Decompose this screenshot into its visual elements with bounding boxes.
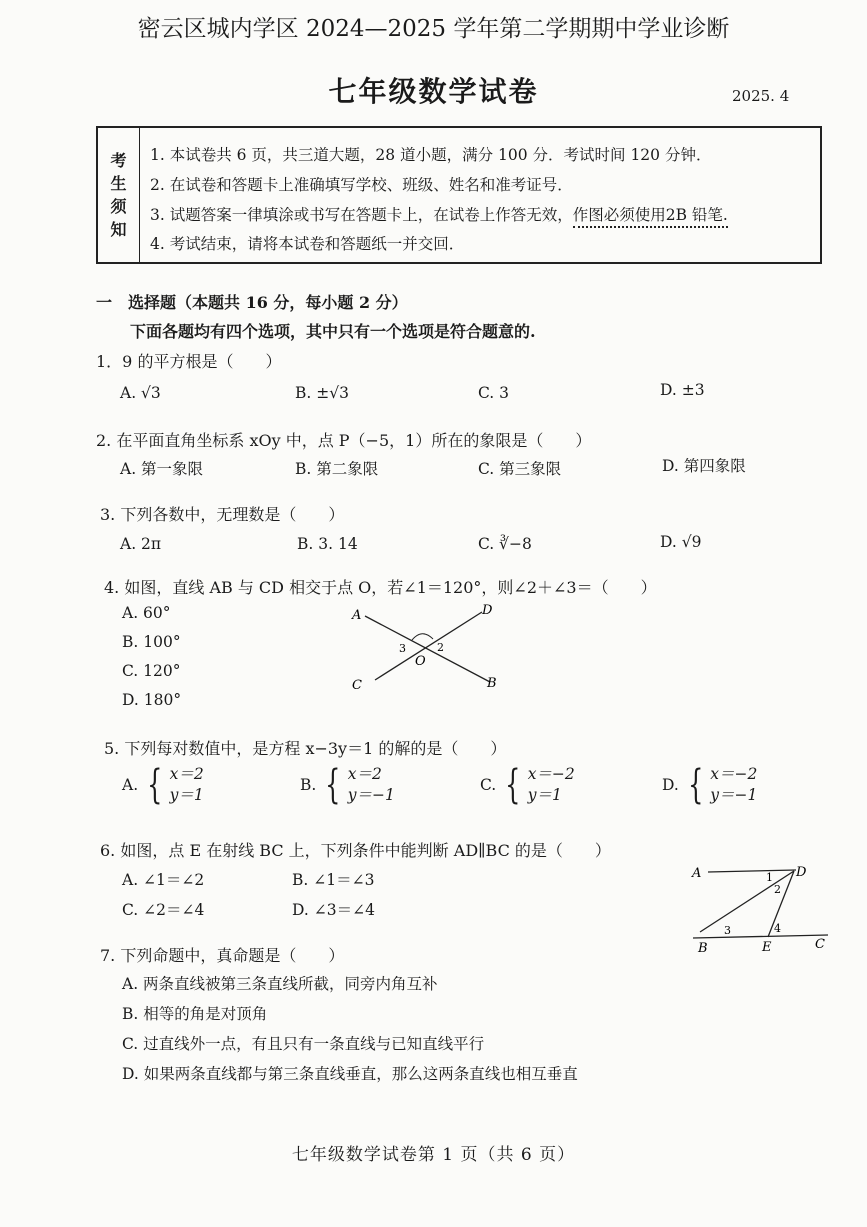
equation-line: x＝−2 xyxy=(710,765,758,783)
paper-title: 七年级数学试卷 xyxy=(328,75,539,108)
option-letter: A. xyxy=(122,776,139,794)
question-3-option-d: D. √9 xyxy=(660,533,702,551)
question-2-stem: 2. 在平面直角坐标系 xOy 中，点 P（−5，1）所在的象限是（ ） xyxy=(96,431,592,450)
notice-item-2: 2. 在试卷和答题卡上准确填写学校、班级、姓名和准考证号． xyxy=(150,176,573,194)
line-ab xyxy=(365,616,490,682)
question-6-option-c: C. ∠2＝∠4 xyxy=(122,901,205,919)
notice-item-3-emphasis: 作图必须使用2B 铅笔. xyxy=(573,206,728,228)
point-label-d: D xyxy=(482,603,493,618)
brace-icon: { xyxy=(687,762,704,808)
point-label-a: A xyxy=(692,866,702,881)
equation-line: y＝1 xyxy=(169,786,204,804)
angle-label-3: 3 xyxy=(399,642,406,655)
angle-label-2: 2 xyxy=(437,641,444,654)
exam-date: 2025. 4 xyxy=(732,87,790,105)
question-2-option-a: A. 第一象限 xyxy=(120,460,204,478)
question-4-option-a: A. 60° xyxy=(122,604,171,622)
question-5-option-a xyxy=(122,764,204,806)
question-2-option-b: B. 第二象限 xyxy=(295,460,379,478)
notice-label-char: 须 xyxy=(110,197,127,216)
question-5-option-b xyxy=(300,764,395,806)
question-5-option-d xyxy=(662,764,757,806)
equation-line: x＝2 xyxy=(347,765,382,783)
section-instruction: 下面各题均有四个选项，其中只有一个选项是符合题意的. xyxy=(130,322,536,341)
point-label-b: B xyxy=(698,941,708,956)
question-6-option-d: D. ∠3＝∠4 xyxy=(292,901,375,919)
angle-arc-1 xyxy=(412,634,433,640)
equation-line: x＝−2 xyxy=(527,765,575,783)
question-4-option-d: D. 180° xyxy=(122,691,182,709)
point-label-a: A xyxy=(352,608,362,623)
page-footer: 七年级数学试卷第 1 页（共 6 页） xyxy=(291,1145,576,1165)
brace-icon: { xyxy=(147,762,163,808)
notice-label xyxy=(98,128,140,262)
question-6-stem: 6. 如图，点 E 在射线 BC 上，下列条件中能判断 AD∥BC 的是（ ） xyxy=(100,841,611,860)
question-6-option-b: B. ∠1＝∠3 xyxy=(292,871,375,889)
notice-item-4: 4. 考试结束，请将本试卷和答题纸一并交回． xyxy=(150,235,465,253)
question-6-option-a: A. ∠1＝∠2 xyxy=(122,871,205,889)
brace-icon: { xyxy=(325,762,341,808)
question-1-option-b: B. ±√3 xyxy=(295,384,349,402)
point-label-e: E xyxy=(762,940,772,955)
question-1-option-a: A. √3 xyxy=(120,384,161,402)
equation-line: y＝1 xyxy=(527,786,562,804)
option-letter: B. xyxy=(300,776,317,794)
question-3-option-c: C. ∛−8 xyxy=(478,535,532,553)
question-4-option-c: C. 120° xyxy=(122,662,181,680)
equation-line: y＝−1 xyxy=(347,786,395,804)
ray-bc xyxy=(693,935,828,938)
point-label-b: B xyxy=(487,676,497,691)
angle-label-3: 3 xyxy=(724,924,731,937)
figure-parallel-lines xyxy=(688,856,838,956)
notice-label-char: 考 xyxy=(110,151,127,170)
exam-title: 密云区城内学区 2024—2025 学年第二学期期中学业诊断 xyxy=(137,16,730,42)
question-5-stem: 5. 下列每对数值中，是方程 x−3y＝1 的解的是（ ） xyxy=(104,739,507,758)
notice-item-1: 1. 本试卷共 6 页，共三道大题，28 道小题，满分 100 分．考试时间 120 分钟． xyxy=(150,146,712,164)
point-label-c: C xyxy=(815,937,825,952)
notice-label-char: 生 xyxy=(110,174,127,193)
point-label-c: C xyxy=(352,678,362,693)
question-4-stem: 4. 如图，直线 AB 与 CD 相交于点 O，若∠1＝120°，则∠2＋∠3＝（ ） xyxy=(104,578,657,597)
figure-intersecting-lines xyxy=(340,596,510,696)
question-7-option-b: B. 相等的角是对顶角 xyxy=(122,1005,268,1023)
question-4-option-b: B. 100° xyxy=(122,633,181,651)
brace-icon: { xyxy=(505,762,521,808)
question-2-option-d: D. 第四象限 xyxy=(662,457,746,475)
option-letter: C. xyxy=(480,776,497,794)
point-label-o: O xyxy=(415,654,426,669)
equation-line: x＝2 xyxy=(169,765,204,783)
question-7-option-a: A. 两条直线被第三条直线所截，同旁内角互补 xyxy=(122,975,438,993)
line-ad xyxy=(708,870,796,872)
angle-label-1: 1 xyxy=(766,871,773,884)
question-1-stem: 1．9 的平方根是（ ） xyxy=(96,352,282,371)
section-heading: 一 选择题（本题共 16 分，每小题 2 分） xyxy=(96,293,408,312)
notice-item-3 xyxy=(150,203,728,225)
question-5-option-c xyxy=(480,764,575,806)
question-3-stem: 3. 下列各数中，无理数是（ ） xyxy=(100,505,345,524)
question-2-option-c: C. 第三象限 xyxy=(478,460,562,478)
question-7-option-d: D. 如果两条直线都与第三条直线垂直，那么这两条直线也相互垂直 xyxy=(122,1065,578,1083)
option-letter: D. xyxy=(662,776,679,794)
question-7-option-c: C. 过直线外一点，有且只有一条直线与已知直线平行 xyxy=(122,1035,485,1053)
equation-line: y＝−1 xyxy=(710,786,758,804)
angle-label-2: 2 xyxy=(774,883,781,896)
point-label-d: D xyxy=(796,865,807,880)
angle-label-4: 4 xyxy=(774,922,781,935)
question-3-option-a: A. 2π xyxy=(120,535,162,553)
notice-label-char: 知 xyxy=(110,220,127,239)
question-7-stem: 7. 下列命题中，真命题是（ ） xyxy=(100,946,345,965)
question-3-option-b: B. 3. 14 xyxy=(297,535,358,553)
candidate-notice-box xyxy=(96,126,822,264)
question-1-option-c: C. 3 xyxy=(478,384,510,402)
notice-item-3-text: 3. 试题答案一律填涂或书写在答题卡上，在试卷上作答无效， xyxy=(150,206,573,224)
question-1-option-d: D. ±3 xyxy=(660,381,705,399)
